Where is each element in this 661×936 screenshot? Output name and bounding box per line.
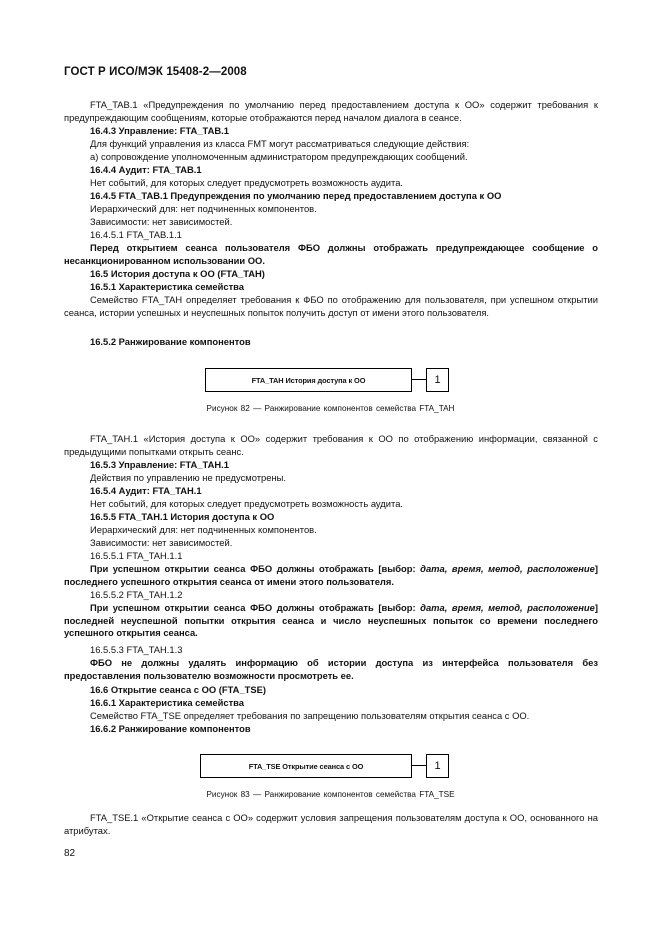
- requirement-text: ФБО не должны удалять информацию об истории доступа из интерфейса пользователя без предоставления пользователю возможности просмотреть ее.: [64, 657, 598, 681]
- figure-caption: Рисунок 82 — Ранжирование компонентов семейства FTA_TAH: [206, 404, 455, 413]
- selection-options: дата, время, метод, расположение: [420, 563, 595, 574]
- paragraph: 16.5.5.2 FTA_TAH.1.2: [90, 589, 183, 600]
- section-heading: 16.5.3 Управление: FTA_TAH.1: [90, 459, 229, 470]
- requirement-text: [64, 602, 598, 640]
- paragraph: FTA_TAH.1 «История доступа к ОО» содержит требования к ОО по отображению информации, связанной с предыдущими попытками открыть сеанс.: [64, 433, 598, 457]
- connector-line: [411, 765, 426, 766]
- selection-options: дата, время, метод, расположение: [420, 602, 595, 613]
- paragraph: Зависимости: нет зависимостей.: [90, 537, 233, 548]
- figure-caption: Рисунок 83 — Ранжирование компонентов семейства FTA_TSE: [206, 790, 455, 799]
- component-box-fta-tah: FTA_TAH История доступа к ОО: [205, 368, 412, 392]
- section-heading: 16.5.2 Ранжирование компонентов: [90, 336, 251, 347]
- paragraph: 16.4.5.1 FTA_TAB.1.1: [90, 229, 182, 240]
- paragraph: Семейство FTA_TAH определяет требования к ФБО по отображению для пользователя, при успешном открытии сеанса, истории успешных и неуспешных попыток получить доступ от имени этого пользователя.: [64, 294, 598, 318]
- paragraph: FTA_TSE.1 «Открытие сеанса с ОО» содержит условия запрещения пользователям доступа к ОО, основанного на атрибутах.: [64, 812, 598, 836]
- section-heading: 16.6.2 Ранжирование компонентов: [90, 723, 251, 734]
- paragraph: а) сопровождение уполномоченным администратором предупреждающих сообщений.: [90, 151, 468, 162]
- paragraph: Нет событий, для которых следует предусмотреть возможность аудита.: [90, 177, 404, 188]
- requirement-text: Перед открытием сеанса пользователя ФБО должны отображать предупреждающее сообщение о несанкционированном использовании ОО.: [64, 242, 598, 266]
- paragraph: 16.5.5.3 FTA_TAH.1.3: [90, 644, 183, 655]
- component-box-fta-tse: FTA_TSE Открытие сеанса с ОО: [200, 754, 412, 778]
- section-heading: 16.4.3 Управление: FTA_TAB.1: [90, 125, 229, 136]
- section-heading: 16.4.5 FTA_TAB.1 Предупреждения по умолчанию перед предоставлением доступа к ОО: [90, 190, 502, 201]
- component-level-box: 1: [426, 368, 449, 392]
- paragraph: Для функций управления из класса FMT могут рассматриваться следующие действия:: [90, 138, 470, 149]
- section-heading: 16.5.5 FTA_TAH.1 История доступа к ОО: [90, 511, 275, 522]
- section-heading: 16.5.1 Характеристика семейства: [90, 281, 245, 292]
- paragraph: Иерархический для: нет подчиненных компонентов.: [90, 203, 317, 214]
- requirement-text: [64, 563, 598, 588]
- section-heading: 16.5 История доступа к ОО (FTA_TAH): [90, 268, 265, 279]
- document-header: ГОСТ Р ИСО/МЭК 15408-2—2008: [64, 66, 247, 78]
- paragraph: Нет событий, для которых следует предусмотреть возможность аудита.: [90, 498, 404, 509]
- paragraph: 16.5.5.1 FTA_TAH.1.1: [90, 550, 183, 561]
- paragraph: Иерархический для: нет подчиненных компонентов.: [90, 524, 317, 535]
- section-heading: 16.4.4 Аудит: FTA_TAB.1: [90, 164, 202, 175]
- paragraph: Семейство FTA_TSE определяет требования по запрещению пользователям открытия сеанса с ОО.: [90, 710, 530, 721]
- paragraph: Зависимости: нет зависимостей.: [90, 216, 233, 227]
- requirement-text-part: При успешном открытии сеанса ФБО должны отображать [выбор:: [90, 602, 421, 613]
- paragraph: FTA_TAB.1 «Предупреждения по умолчанию перед предоставлением доступа к ОО» содержит требования к предупреждающим сообщениям, которые отображаются перед началом диалога в сеансе.: [64, 99, 598, 123]
- section-heading: 16.6.1 Характеристика семейства: [90, 697, 245, 708]
- connector-line: [411, 379, 426, 380]
- requirement-text-part: При успешном открытии сеанса ФБО должны отображать [выбор:: [90, 563, 421, 574]
- requirement-text-part: ] последней неуспешной попытки открытия сеанса и число неуспешных попыток со времени последнего успешного открытия сеанса.: [64, 602, 598, 639]
- requirement-text-part: ] последнего успешного открытия сеанса от имени этого пользователя.: [64, 563, 598, 587]
- paragraph: Действия по управлению не предусмотрены.: [90, 472, 286, 483]
- component-level-box: 1: [426, 754, 449, 778]
- section-heading: 16.6 Открытие сеанса с ОО (FTA_TSE): [90, 684, 267, 695]
- section-heading: 16.5.4 Аудит: FTA_TAH.1: [90, 485, 202, 496]
- page-number: 82: [64, 848, 76, 859]
